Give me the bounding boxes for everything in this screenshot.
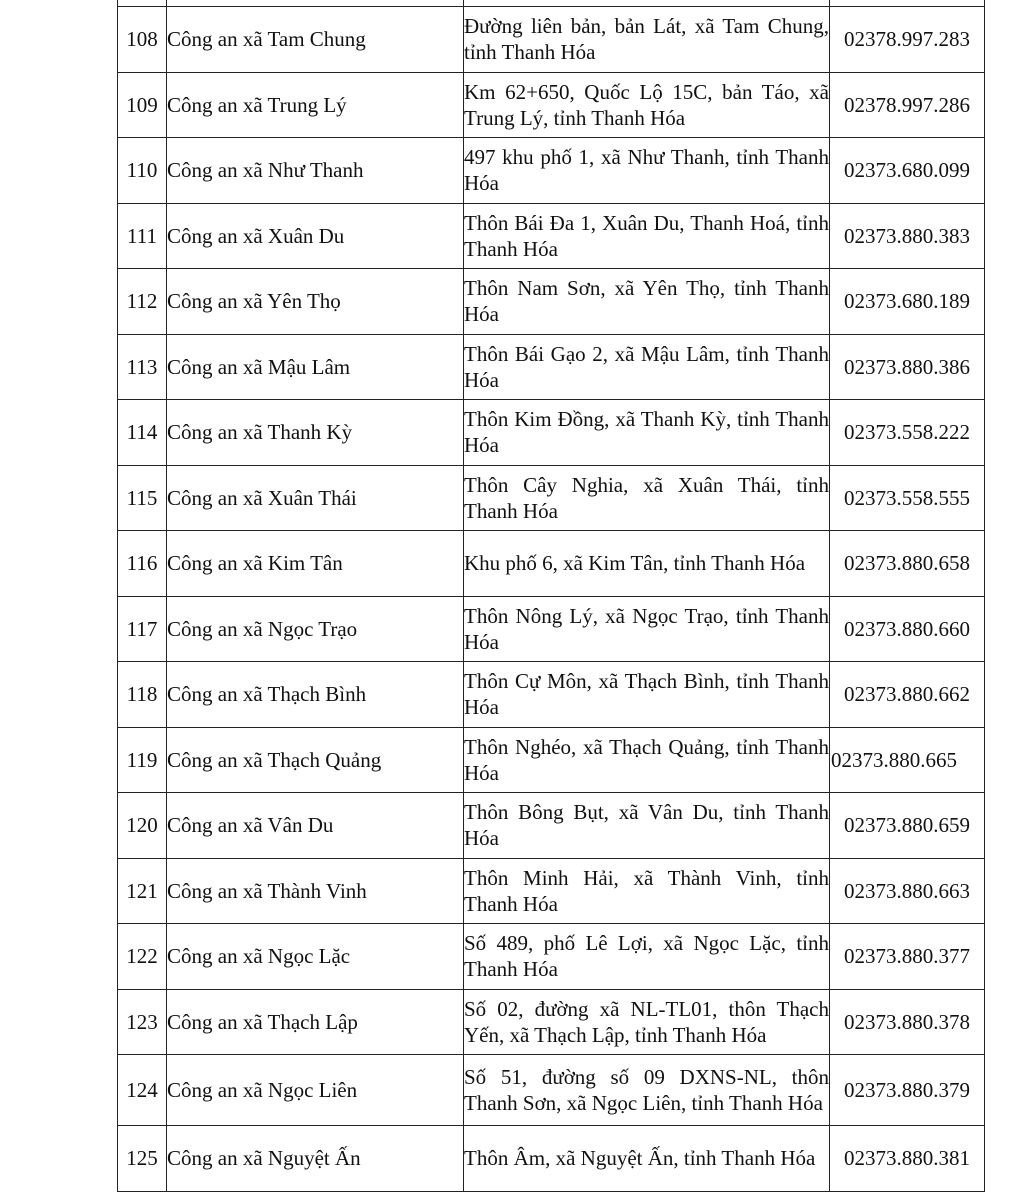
station-phone: 02373.880.663 [830, 858, 985, 924]
document-page [117, 0, 984, 1192]
station-phone: 02378.997.286 [830, 72, 985, 138]
row-number: 114 [118, 400, 167, 466]
station-name: Công an xã Tam Chung [167, 7, 464, 73]
table-row [118, 203, 985, 269]
table-row [118, 793, 985, 859]
station-address: Thôn Cự Môn, xã Thạch Bình, tỉnh Thanh Hóa [464, 662, 830, 728]
row-number: 113 [118, 334, 167, 400]
station-phone: 02373.880.659 [830, 793, 985, 859]
station-phone: 02378.997.283 [830, 7, 985, 73]
station-phone: 02373.880.386 [830, 334, 985, 400]
table-row [118, 989, 985, 1055]
station-address: 497 khu phố 1, xã Như Thanh, tỉnh Thanh Hóa [464, 138, 830, 204]
table-row [118, 727, 985, 793]
station-name: Công an xã Ngọc Liên [167, 1055, 464, 1126]
table-row [118, 7, 985, 73]
station-phone: 02373.880.662 [830, 662, 985, 728]
station-name: Công an xã Như Thanh [167, 138, 464, 204]
table-row [118, 1126, 985, 1192]
station-address: Km 62+650, Quốc Lộ 15C, bản Táo, xã Trung Lý, tỉnh Thanh Hóa [464, 72, 830, 138]
row-number: 125 [118, 1126, 167, 1192]
station-name: Công an xã Vân Du [167, 793, 464, 859]
station-address: Thôn Bái Đa 1, Xuân Du, Thanh Hoá, tỉnh Thanh Hóa [464, 203, 830, 269]
station-name: Công an xã Trung Lý [167, 72, 464, 138]
row-number: 112 [118, 269, 167, 335]
table-row [118, 858, 985, 924]
table-row [118, 465, 985, 531]
station-name: Công an xã Ngọc Trạo [167, 596, 464, 662]
row-number: 124 [118, 1055, 167, 1126]
row-number: 119 [118, 727, 167, 793]
station-phone: 02373.880.383 [830, 203, 985, 269]
station-phone: 02373.880.381 [830, 1126, 985, 1192]
table-row [118, 400, 985, 466]
station-name: Công an xã Yên Thọ [167, 269, 464, 335]
station-phone: 02373.880.665 [830, 727, 985, 793]
station-address: Thôn Kim Đồng, xã Thanh Kỳ, tỉnh Thanh Hóa [464, 400, 830, 466]
station-phone: 02373.558.222 [830, 400, 985, 466]
station-address: Thôn Bái Gạo 2, xã Mậu Lâm, tỉnh Thanh Hóa [464, 334, 830, 400]
table-row [118, 662, 985, 728]
row-number: 116 [118, 531, 167, 597]
station-phone: 02373.680.189 [830, 269, 985, 335]
station-phone: 02373.880.658 [830, 531, 985, 597]
station-name: Công an xã Mậu Lâm [167, 334, 464, 400]
row-number: 117 [118, 596, 167, 662]
station-phone: 02373.680.099 [830, 138, 985, 204]
police-station-table [117, 0, 985, 1192]
station-address: Đường liên bản, bản Lát, xã Tam Chung, tỉnh Thanh Hóa [464, 7, 830, 73]
station-address: Thôn Âm, xã Nguyệt Ấn, tỉnh Thanh Hóa [464, 1126, 830, 1192]
station-address: Số 489, phố Lê Lợi, xã Ngọc Lặc, tỉnh Thanh Hóa [464, 924, 830, 990]
station-name: Công an xã Thạch Bình [167, 662, 464, 728]
station-address: Thôn Cây Nghia, xã Xuân Thái, tỉnh Thanh Hóa [464, 465, 830, 531]
row-number: 111 [118, 203, 167, 269]
station-name: Công an xã Thạch Quảng [167, 727, 464, 793]
station-phone: 02373.880.379 [830, 1055, 985, 1126]
station-name: Công an xã Thanh Kỳ [167, 400, 464, 466]
row-number: 108 [118, 7, 167, 73]
station-name: Công an xã Xuân Thái [167, 465, 464, 531]
table-row [118, 138, 985, 204]
station-phone: 02373.880.660 [830, 596, 985, 662]
station-address: Khu phố 6, xã Kim Tân, tỉnh Thanh Hóa [464, 531, 830, 597]
table-row [118, 334, 985, 400]
station-name: Công an xã Thành Vinh [167, 858, 464, 924]
station-name: Công an xã Xuân Du [167, 203, 464, 269]
station-address: Thôn Nghéo, xã Thạch Quảng, tỉnh Thanh Hóa [464, 727, 830, 793]
row-number: 109 [118, 72, 167, 138]
table-row [118, 72, 985, 138]
station-address: Thôn Nông Lý, xã Ngọc Trạo, tỉnh Thanh Hóa [464, 596, 830, 662]
row-number: 120 [118, 793, 167, 859]
row-number: 110 [118, 138, 167, 204]
station-address: Thôn Bông Bụt, xã Vân Du, tỉnh Thanh Hóa [464, 793, 830, 859]
table-row [118, 596, 985, 662]
row-number: 115 [118, 465, 167, 531]
table-row [118, 269, 985, 335]
table-row [118, 924, 985, 990]
station-address: Thôn Minh Hải, xã Thành Vinh, tỉnh Thanh Hóa [464, 858, 830, 924]
station-name: Công an xã Nguyệt Ấn [167, 1126, 464, 1192]
table-row [118, 1055, 985, 1126]
row-number: 121 [118, 858, 167, 924]
station-phone: 02373.880.377 [830, 924, 985, 990]
station-phone: 02373.558.555 [830, 465, 985, 531]
row-number: 122 [118, 924, 167, 990]
station-name: Công an xã Thạch Lập [167, 989, 464, 1055]
station-name: Công an xã Kim Tân [167, 531, 464, 597]
station-address: Số 51, đường số 09 DXNS-NL, thôn Thanh Sơn, xã Ngọc Liên, tỉnh Thanh Hóa [464, 1055, 830, 1126]
table-row [118, 531, 985, 597]
station-address: Thôn Nam Sơn, xã Yên Thọ, tỉnh Thanh Hóa [464, 269, 830, 335]
row-number: 118 [118, 662, 167, 728]
station-phone: 02373.880.378 [830, 989, 985, 1055]
row-number: 123 [118, 989, 167, 1055]
station-name: Công an xã Ngọc Lặc [167, 924, 464, 990]
station-address: Số 02, đường xã NL-TL01, thôn Thạch Yến, xã Thạch Lập, tỉnh Thanh Hóa [464, 989, 830, 1055]
